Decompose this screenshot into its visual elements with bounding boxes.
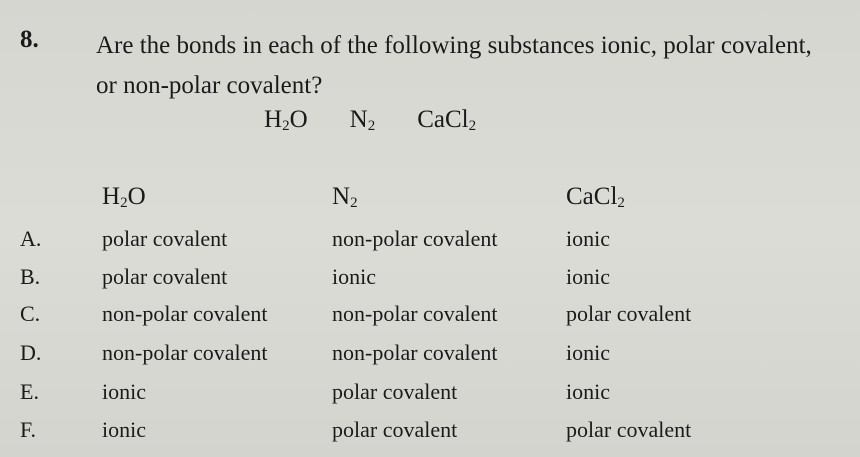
option-label: F.	[20, 417, 36, 442]
option-calcium-chloride-bond: ionic	[566, 226, 610, 251]
option-calcium-chloride-bond: ionic	[566, 379, 610, 404]
option-calcium-chloride-bond: polar covalent	[566, 301, 692, 326]
formula-list	[264, 106, 476, 135]
option-calcium-chloride-bond: polar covalent	[566, 417, 692, 442]
option-water-bond: ionic	[102, 417, 146, 442]
question-text-line-2: or non-polar covalent?	[96, 72, 323, 99]
formula-water: $H_2O$	[264, 106, 308, 134]
option-water-bond: polar covalent	[102, 226, 228, 251]
column-header-nitrogen: $N_2$	[332, 183, 358, 211]
option-nitrogen-bond: non-polar covalent	[332, 340, 498, 365]
formula-calcium-chloride: CaCl$_2$	[417, 106, 477, 134]
option-calcium-chloride-bond: ionic	[566, 340, 610, 365]
formula-nitrogen: $N_2$	[349, 106, 376, 134]
option-water-bond: non-polar covalent	[102, 301, 268, 326]
option-water-bond: polar covalent	[102, 264, 228, 289]
option-label: D.	[20, 340, 42, 365]
option-nitrogen-bond: non-polar covalent	[332, 301, 498, 326]
option-label: B.	[20, 264, 41, 289]
option-nitrogen-bond: non-polar covalent	[332, 226, 498, 251]
question-text-line-1: Are the bonds in each of the following substances ionic, polar covalent,	[96, 32, 812, 59]
option-label: A.	[20, 226, 42, 251]
question-text	[96, 26, 856, 106]
option-label: E.	[20, 379, 39, 404]
option-water-bond: non-polar covalent	[102, 340, 268, 365]
option-calcium-chloride-bond: ionic	[566, 264, 610, 289]
column-header-calcium-chloride: CaCl$_2$	[566, 183, 625, 211]
option-nitrogen-bond: polar covalent	[332, 417, 458, 442]
question-number: 8.	[20, 26, 39, 53]
option-nitrogen-bond: ionic	[332, 264, 376, 289]
option-nitrogen-bond: polar covalent	[332, 379, 458, 404]
option-water-bond: ionic	[102, 379, 146, 404]
option-label: C.	[20, 301, 41, 326]
column-header-water: $H_2O$	[102, 183, 146, 211]
